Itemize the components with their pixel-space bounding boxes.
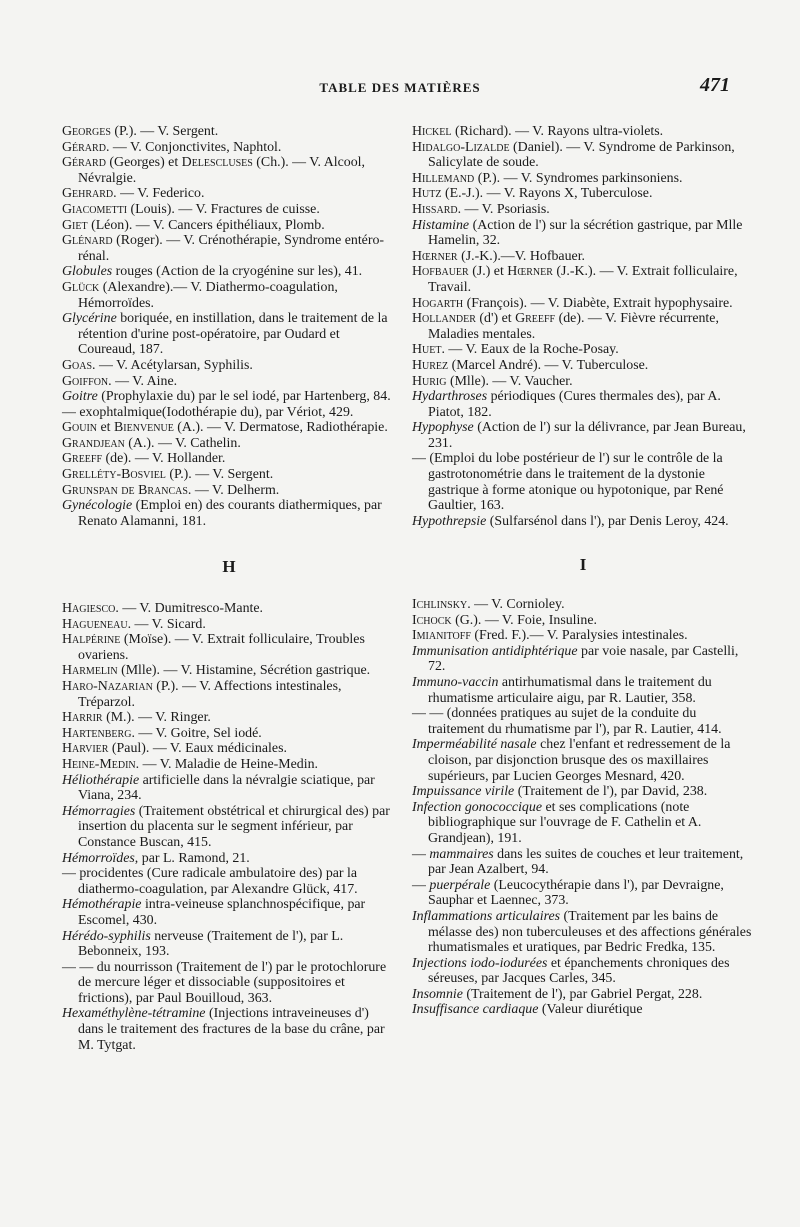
section-heading-h: H (222, 557, 236, 577)
index-entry (412, 389, 754, 420)
entry-text: — — (données pratiques au sujet de la conduite du traitement du rhumatisme par l'), par R. Lautier, 414. (412, 706, 722, 737)
entry-subject: Immuno-vaccin (412, 675, 499, 690)
entry-text: (Traitement de l'), par David, 238. (514, 784, 708, 800)
entry-subject: Hémothérapie (62, 897, 142, 913)
entry-author: Hœrner (507, 264, 553, 280)
entry-author: Hofbauer (412, 264, 469, 280)
entry-text: (Georges) et (105, 155, 182, 171)
entry-text: dans les suites de couches et leur traitement, par Jean Azalbert, 94. (428, 846, 744, 878)
entry-text: . — V. Acétylarsan, Syphilis. (92, 357, 253, 373)
entry-author: Imianitoff (412, 628, 471, 644)
index-entry (62, 280, 396, 311)
index-entry (412, 706, 754, 737)
page-number: 471 (700, 74, 730, 96)
entry-text: (Paul). — V. Eaux médicinales. (108, 741, 287, 757)
index-entry (62, 186, 396, 202)
index-entry (62, 1006, 396, 1053)
index-entry (412, 878, 754, 909)
entry-text: . — V. Aine. (108, 373, 178, 389)
index-entry (62, 663, 396, 679)
entry-text: par voie nasale, par Castelli, 72. (428, 643, 739, 675)
index-entry (412, 956, 754, 987)
entry-text: (Fred. F.).— V. Paralysies intestinales. (470, 628, 688, 644)
entry-author: Ichlinsky (412, 597, 468, 613)
entry-text: (Prophylaxie du) par le sel iodé, par Hartenberg, 84. (97, 389, 391, 405)
entry-text: — (Emploi du lobe postérieur de l') sur le contrôle de la gastrotonométrie dans le traitement de la dystonie gastrique à forme atonique ou hypotonique, par René Gaultier, 163. (412, 451, 724, 514)
index-entry (62, 389, 396, 405)
entry-author: Grunspan de Brancas (62, 482, 188, 498)
entry-text: intra-veineuse splanchnospécifique, par Escomel, 430. (78, 897, 366, 928)
entry-text: (Action de l') sur la sécrétion gastrique, par Mlle Hamelin, 32. (428, 217, 743, 249)
entry-subject: Héliothérapie (62, 772, 140, 788)
entry-author: Hogarth (412, 295, 464, 311)
index-entry (412, 514, 754, 530)
index-entry (412, 202, 754, 218)
index-entry (412, 909, 754, 956)
entry-author: Goas (62, 357, 93, 373)
index-entry (412, 186, 754, 202)
entry-text: . — V. Federico. (113, 186, 205, 202)
entry-subject: Goitre (62, 389, 98, 405)
entry-text: (Marcel André). — V. Tuberculose. (448, 357, 649, 373)
entry-text: (M.). — V. Ringer. (102, 710, 211, 726)
entry-text: (François). — V. Diabète, Extrait hypophysaire. (463, 295, 733, 311)
entry-text: (E.-J.). — V. Rayons X, Tuberculose. (441, 186, 653, 202)
index-entry (412, 847, 754, 878)
index-entry (412, 218, 754, 249)
entry-author: Heine-Medin (62, 756, 136, 772)
index-entry (62, 960, 396, 1007)
entry-author: Hartenberg (62, 725, 132, 741)
entry-text: (P.). — V. Syndromes parkinsoniens. (474, 170, 683, 186)
index-entry (62, 483, 396, 499)
entry-subject: Hexaméthylène-tétramine (62, 1006, 206, 1022)
index-entry (62, 467, 396, 483)
entry-subject: Insuffisance cardiaque (412, 1002, 539, 1018)
entry-text: (Action de l') sur la délivrance, par Jean Bureau, 231. (428, 420, 746, 451)
index-entry (62, 358, 396, 374)
entry-text: . — V. Eaux de la Roche-Posay. (441, 342, 619, 358)
entry-text: (P.). — V. Sergent. (110, 124, 219, 139)
entry-text: (Ch.). — V. Alcool, Névralgie. (78, 155, 365, 186)
index-entry (62, 679, 396, 710)
entry-author: Delescluses (181, 155, 253, 171)
index-entry (62, 264, 396, 280)
entry-text: . — V. Cornioley. (467, 597, 565, 613)
index-entry (62, 897, 396, 928)
entry-author: Hœrner (412, 248, 458, 264)
index-entry (62, 757, 396, 773)
entry-author: Gérard (62, 155, 106, 171)
entry-text: (Richard). — V. Rayons ultra-violets. (451, 124, 664, 139)
entry-text: (J.-K.). — V. Extrait folliculaire, Travail. (428, 264, 738, 295)
entry-text: rouges (Action de la cryogénine sur les), 41. (112, 264, 363, 280)
index-entry (62, 202, 396, 218)
index-entry (412, 451, 754, 513)
index-entry (62, 233, 396, 264)
entry-author: Hutz (412, 186, 442, 202)
entry-text: — — du nourrisson (Traitement de l') par le protochlorure de mercure léger et dissociable (suppositoires et frictions), par Paul Bouilloud, 363. (62, 959, 387, 1006)
entry-author: Hagiesco (62, 601, 116, 617)
entry-text: . — V. Goitre, Sel iodé. (131, 725, 262, 741)
entry-text: (P.). — V. Sergent. (165, 467, 274, 483)
entry-text: . — V. Maladie de Heine-Medin. (135, 756, 319, 772)
entry-text: (Louis). — V. Fractures de cuisse. (127, 201, 320, 217)
entry-text: (A.). — V. Cathelin. (124, 435, 241, 451)
index-entry (412, 613, 754, 629)
entry-author: Halpérine (62, 632, 121, 648)
entry-text: — exophtalmique(Iodothérapie du), par Vériot, 429. (62, 404, 354, 420)
index-entry (412, 1002, 754, 1018)
entry-text: , par L. Ramond, 21. (134, 850, 250, 866)
entry-subject: Hypophyse (412, 420, 474, 436)
entry-subject: Globules (62, 264, 113, 280)
index-entry (62, 124, 396, 140)
entry-text: . — V. Sicard. (127, 616, 206, 632)
index-entry (412, 311, 754, 342)
index-entry (62, 601, 396, 617)
entry-text: (Traitement de l'), par Gabriel Pergat, 228. (462, 986, 703, 1002)
entry-subject: Histamine (412, 217, 470, 233)
index-entry (62, 451, 396, 467)
entry-text: (de). — V. Fièvre récurrente, Maladies mentales. (428, 311, 719, 342)
entry-author: Giacometti (62, 201, 128, 217)
index-entry (62, 218, 396, 234)
entry-author: Hurig (412, 373, 447, 389)
index-entry (62, 866, 396, 897)
entry-author: Haro-Nazarian (62, 679, 153, 694)
entry-subject: Hémorroïdes (62, 850, 135, 866)
entry-author: Hillemand (412, 170, 475, 186)
index-entry (412, 249, 754, 265)
entry-text: (Léon). — V. Cancers épithéliaux, Plomb. (87, 217, 325, 233)
entry-author: Bienvenue (114, 420, 174, 436)
entry-subject: Hérédo-syphilis (62, 928, 151, 944)
entry-text: (Leucocythérapie dans l'), par Devraigne, Sauphar et Laennec, 373. (428, 877, 724, 909)
index-entry (62, 741, 396, 757)
entry-author: Gouin (62, 420, 98, 436)
entry-subject: Hydarthroses (412, 389, 488, 405)
entry-text: boriquée, en instillation, dans le traitement de la rétention d'urine post-opératoire, par Oudard et Coureaud, 187. (78, 311, 388, 358)
index-entry (412, 628, 754, 644)
entry-author: Hissard (412, 201, 458, 217)
entry-author: Hollander (412, 311, 476, 327)
entry-text: (Traitement par les bains de mélasse des) non tuberculeuses et des affections générales rhumatismales et uratiques, par Bedric Fredka, 135. (428, 908, 752, 956)
entry-author: Harmelin (62, 663, 118, 679)
entry-author: Hurez (412, 357, 449, 373)
index-entry (62, 726, 396, 742)
index-entry (412, 358, 754, 374)
index-entry (62, 311, 396, 358)
entry-text: (Valeur diurétique (538, 1002, 643, 1018)
entry-subject: Impuissance virile (412, 784, 515, 800)
entry-text: — (412, 877, 430, 893)
entry-text: et ses complications (note bibliographique sur l'ouvrage de F. Cathelin et A. Grandjean), 191. (428, 799, 702, 846)
entry-author: Greeff (62, 451, 103, 467)
index-entry (412, 597, 754, 613)
entry-text: périodiques (Cures thermales des), par A. Piatot, 182. (428, 389, 721, 420)
entry-text: (d') et (475, 311, 516, 327)
entry-text: — procidentes (Cure radicale ambulatoire des) par la diathermo-coagulation, par Alexandre Glück, 417. (62, 866, 358, 897)
index-entry (62, 374, 396, 390)
entry-author: Hickel (412, 124, 452, 139)
entry-author: Grandjean (62, 435, 125, 451)
entry-subject: mammaires (429, 846, 494, 862)
entry-subject: Inflammations articulaires (412, 908, 561, 924)
entry-text: et épanchements chroniques des séreuses, par Jacques Carles, 345. (428, 955, 730, 987)
index-entry (62, 140, 396, 156)
entry-author: Glénard (62, 233, 113, 249)
entry-subject: Hémorragies (62, 803, 136, 819)
entry-text: — (412, 846, 430, 862)
entry-subject: Gynécologie (62, 498, 133, 514)
entry-text: (G.). — V. Foie, Insuline. (451, 612, 597, 628)
index-entry (62, 155, 396, 186)
entry-text: (Alexandre).— V. Diathermo-coagulation, Hémorroïdes. (78, 279, 338, 311)
entry-subject: Hypothrepsie (412, 513, 487, 529)
left-column (62, 124, 396, 1053)
entry-text: (Moïse). — V. Extrait folliculaire, Troubles ovariens. (78, 632, 365, 663)
entry-author: Hidalgo-Lizalde (412, 139, 510, 155)
entry-author: Glück (62, 279, 100, 295)
entry-text: chez l'enfant et redressement de la cloison, par disjonction brusque des os maxillaires supérieurs, par Lucien Georges Mesnard, 420. (428, 737, 731, 784)
right-column (412, 124, 754, 1018)
entry-subject: Insomnie (412, 986, 463, 1002)
entry-text: antirhumatismal dans le traitement du rhumatisme articulaire aigu, par R. Lautier, 358. (428, 675, 712, 706)
entry-subject: Immunisation antidiphtérique (412, 643, 578, 659)
entry-text: (Injections intraveineuses d') dans le traitement des fractures de la base du crâne, par M. Tytgat. (78, 1006, 385, 1053)
index-entry (62, 498, 396, 529)
entry-author: Huet (412, 342, 442, 358)
entry-subject: Infection gonococcique (412, 799, 542, 815)
index-entry (412, 675, 754, 706)
entry-author: Gérard (62, 139, 106, 155)
entry-text: (Traitement obstétrical et chirurgical des) par insertion du placenta sur le segment inférieur, par Constance Buscan, 415. (78, 803, 390, 850)
index-entry (62, 436, 396, 452)
index-entry (62, 632, 396, 663)
index-entry (412, 124, 754, 140)
index-entry (62, 804, 396, 851)
entry-subject: Glycérine (62, 311, 117, 327)
entry-author: Grelléty-Bosviel (62, 467, 166, 483)
index-entry (62, 929, 396, 960)
index-entry (412, 342, 754, 358)
entry-text: . — V. Dumitresco-Mante. (115, 601, 264, 617)
index-entry (62, 617, 396, 633)
entry-text: (A.). — V. Dermatose, Radiothérapie. (173, 420, 388, 436)
entry-author: Giet (62, 217, 88, 233)
section-heading-i: I (579, 555, 587, 575)
entry-text: (Mlle). — V. Vaucher. (446, 373, 573, 389)
entry-text: . — V. Psoriasis. (457, 201, 550, 217)
entry-text: (de). — V. Hollander. (102, 451, 226, 467)
entry-author: Goiffon (62, 373, 109, 389)
entry-text: et (97, 420, 115, 436)
entry-text: artificielle dans la névralgie sciatique, par Viana, 234. (78, 772, 375, 804)
entry-text: (Mlle). — V. Histamine, Sécrétion gastrique. (117, 663, 371, 679)
entry-text: (P.). — V. Affections intestinales, Tréparzol. (78, 679, 342, 710)
index-entry (412, 171, 754, 187)
entry-text: (Sulfarsénol dans l'), par Denis Leroy, 424. (486, 513, 729, 529)
running-header-title: TABLE DES MATIÈRES (319, 80, 481, 95)
entry-subject: puerpérale (429, 877, 491, 893)
entry-author: Hagueneau (62, 616, 128, 632)
index-entry (412, 296, 754, 312)
entry-author: Ichock (412, 612, 452, 628)
index-entry (412, 374, 754, 390)
index-entry (412, 140, 754, 171)
entry-author: Gehrard (62, 186, 114, 202)
entry-text: (J.) et (468, 264, 508, 280)
index-entry (62, 851, 396, 867)
entry-subject: Imperméabilité nasale (412, 737, 537, 753)
entry-text: (J.-K.).—V. Hofbauer. (457, 248, 586, 264)
entry-text: (Daniel). — V. Syndrome de Parkinson, Salicylate de soude. (428, 139, 735, 171)
index-entry (62, 710, 396, 726)
index-entry (62, 420, 396, 436)
entry-text: nerveuse (Traitement de l'), par L. Bebonneix, 193. (78, 928, 344, 960)
entry-text: (Emploi en) des courants diathermiques, par Renato Alamanni, 181. (78, 498, 382, 529)
index-entry (412, 800, 754, 847)
index-entry (412, 737, 754, 784)
entry-text: . — V. Conjonctivites, Naphtol. (105, 139, 282, 155)
index-entry (412, 644, 754, 675)
entry-text: (Roger). — V. Crénothérapie, Syndrome entéro-rénal. (78, 233, 385, 264)
index-entry (62, 405, 396, 421)
entry-subject: Injections iodo-iodurées (412, 955, 548, 971)
index-entry (412, 264, 754, 295)
index-entry (412, 987, 754, 1003)
entry-author: Harrir (62, 710, 103, 726)
index-entry (62, 773, 396, 804)
entry-author: Harvier (62, 741, 109, 757)
index-entry (412, 420, 754, 451)
entry-text: . — V. Delherm. (187, 482, 280, 498)
entry-author: Greeff (515, 311, 556, 327)
entry-author: Georges (62, 124, 111, 139)
index-entry (412, 784, 754, 800)
